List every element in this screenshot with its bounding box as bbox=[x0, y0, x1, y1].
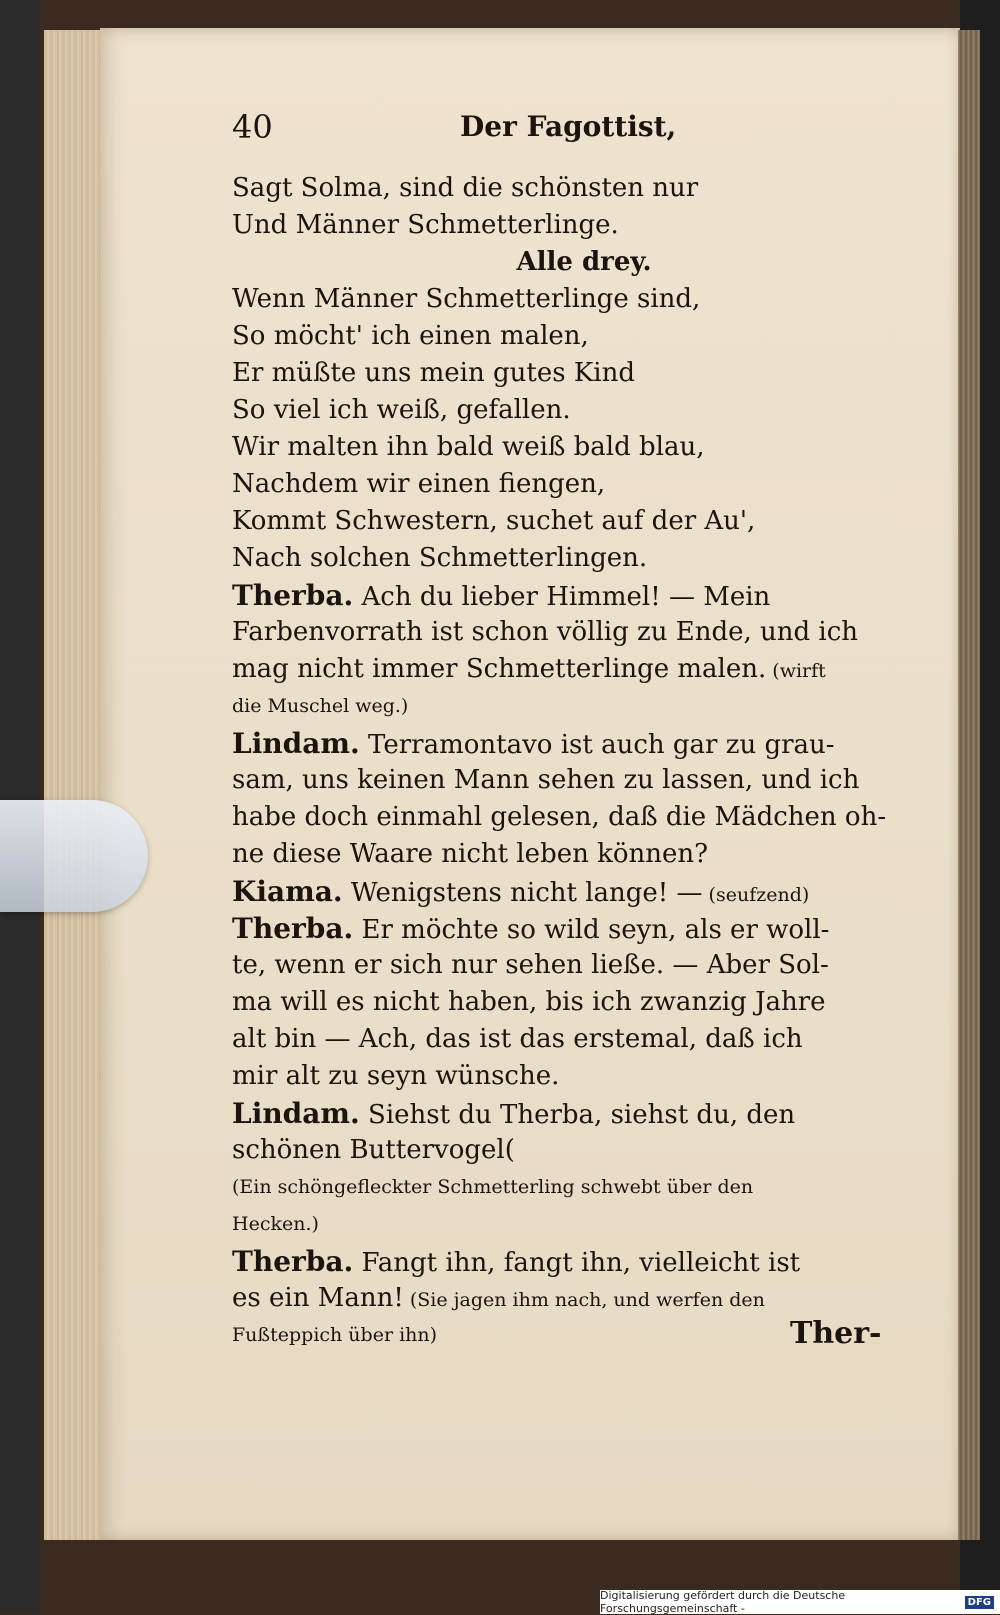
speaker-name: Lindam. bbox=[232, 1097, 360, 1130]
line-text: Kommt Schwestern, suchet auf der Au', bbox=[232, 506, 756, 536]
line-text: Hecken.) bbox=[232, 1213, 319, 1235]
line-text: Wenn Männer Schmetterlinge sind, bbox=[232, 284, 701, 314]
text-line bbox=[232, 318, 896, 355]
speaker-name: Kiama. bbox=[232, 875, 343, 908]
line-text: So möcht' ich einen malen, bbox=[232, 321, 589, 351]
line-text: mag nicht immer Schmetterlinge malen. bbox=[232, 654, 767, 684]
line-text: Nach solchen Schmetterlingen. bbox=[232, 543, 648, 573]
text-line bbox=[232, 207, 896, 244]
digitization-footer bbox=[600, 1590, 1000, 1614]
line-text: es ein Mann! bbox=[232, 1283, 404, 1313]
line-text: schönen Buttervogel( bbox=[232, 1135, 515, 1165]
text-line bbox=[232, 1280, 896, 1317]
line-text: Terramontavo ist auch gar zu grau- bbox=[359, 730, 835, 760]
line-text: So viel ich weiß, gefallen. bbox=[232, 395, 571, 425]
page-holder-clip bbox=[0, 800, 148, 912]
line-text: sam, uns keinen Mann sehen zu lassen, und ich bbox=[232, 765, 860, 795]
line-text: Fangt ihn, fangt ihn, vielleicht ist bbox=[353, 1248, 801, 1278]
text-line bbox=[232, 688, 896, 725]
text-line bbox=[232, 836, 896, 873]
line-text: Farbenvorrath ist schon völlig zu Ende, und ich bbox=[232, 617, 859, 647]
line-text: ne diese Waare nicht leben können? bbox=[232, 839, 709, 869]
text-line bbox=[232, 170, 896, 207]
text-line bbox=[232, 392, 896, 429]
text-line bbox=[232, 614, 896, 651]
speaker-name: Therba. bbox=[232, 579, 354, 612]
page-text bbox=[232, 170, 896, 1354]
line-text: Er müßte uns mein gutes Kind bbox=[232, 358, 635, 388]
text-line bbox=[232, 947, 896, 984]
text-line bbox=[232, 540, 896, 577]
text-line bbox=[232, 1243, 896, 1280]
line-text: habe doch einmahl gelesen, daß die Mädchen oh- bbox=[232, 802, 887, 832]
line-text: Wenigstens nicht lange! — bbox=[342, 878, 703, 908]
text-line bbox=[232, 984, 896, 1021]
stage-direction: (seufzend) bbox=[702, 884, 810, 906]
running-title: Der Fagottist, bbox=[460, 110, 677, 143]
text-line bbox=[232, 503, 896, 540]
speaker-name: Therba. bbox=[232, 1245, 354, 1278]
text-line bbox=[232, 281, 896, 318]
text-line bbox=[232, 1169, 896, 1206]
text-line bbox=[232, 799, 896, 836]
catchword: Ther- bbox=[790, 1316, 882, 1351]
text-line bbox=[232, 910, 896, 947]
text-line bbox=[232, 1132, 896, 1169]
stage-direction: (wirft bbox=[766, 660, 826, 682]
page-stack-edge bbox=[44, 30, 106, 1540]
text-line bbox=[232, 762, 896, 799]
dfg-logo: DFG bbox=[965, 1596, 994, 1609]
line-text: Sagt Solma, sind die schönsten nur bbox=[232, 173, 699, 203]
text-line bbox=[232, 725, 896, 762]
text-line bbox=[232, 355, 896, 392]
line-text: die Muschel weg.) bbox=[232, 695, 409, 717]
text-line bbox=[232, 429, 896, 466]
text-line bbox=[232, 1206, 896, 1243]
speaker-name: Therba. bbox=[232, 912, 354, 945]
footer-credit: Digitalisierung gefördert durch die Deutsche Forschungsgemeinschaft - bbox=[600, 1589, 846, 1615]
book-right-edge bbox=[958, 30, 980, 1540]
page-number: 40 bbox=[232, 108, 273, 146]
speaker-name: Lindam. bbox=[232, 727, 360, 760]
text-line bbox=[232, 577, 896, 614]
line-text: Und Männer Schmetterlinge. bbox=[232, 210, 619, 240]
line-text: Alle drey. bbox=[516, 247, 652, 277]
line-text: ma will es nicht haben, bis ich zwanzig Jahre bbox=[232, 987, 826, 1017]
line-text: mir alt zu seyn wünsche. bbox=[232, 1061, 560, 1091]
line-text: Ach du lieber Himmel! — Mein bbox=[353, 582, 771, 612]
speaker-heading bbox=[232, 244, 896, 281]
line-text: te, wenn er sich nur sehen ließe. — Aber Sol- bbox=[232, 950, 829, 980]
stage-direction: (Sie jagen ihm nach, und werfen den bbox=[403, 1289, 765, 1311]
text-line bbox=[232, 1058, 896, 1095]
line-text: Er möchte so wild seyn, als er woll- bbox=[353, 915, 830, 945]
page-header bbox=[232, 108, 892, 152]
line-text: Siehst du Therba, siehst du, den bbox=[359, 1100, 796, 1130]
line-text: (Ein schöngefleckter Schmetterling schwebt über den bbox=[232, 1176, 754, 1198]
text-line bbox=[232, 651, 896, 688]
line-text: Wir malten ihn bald weiß bald blau, bbox=[232, 432, 705, 462]
text-line bbox=[232, 1095, 896, 1132]
text-line bbox=[232, 466, 896, 503]
line-text: alt bin — Ach, das ist das erstemal, daß ich bbox=[232, 1024, 803, 1054]
line-text: Fußteppich über ihn) bbox=[232, 1324, 438, 1346]
text-line bbox=[232, 873, 896, 910]
line-text: Nachdem wir einen fiengen, bbox=[232, 469, 606, 499]
text-line bbox=[232, 1021, 896, 1058]
